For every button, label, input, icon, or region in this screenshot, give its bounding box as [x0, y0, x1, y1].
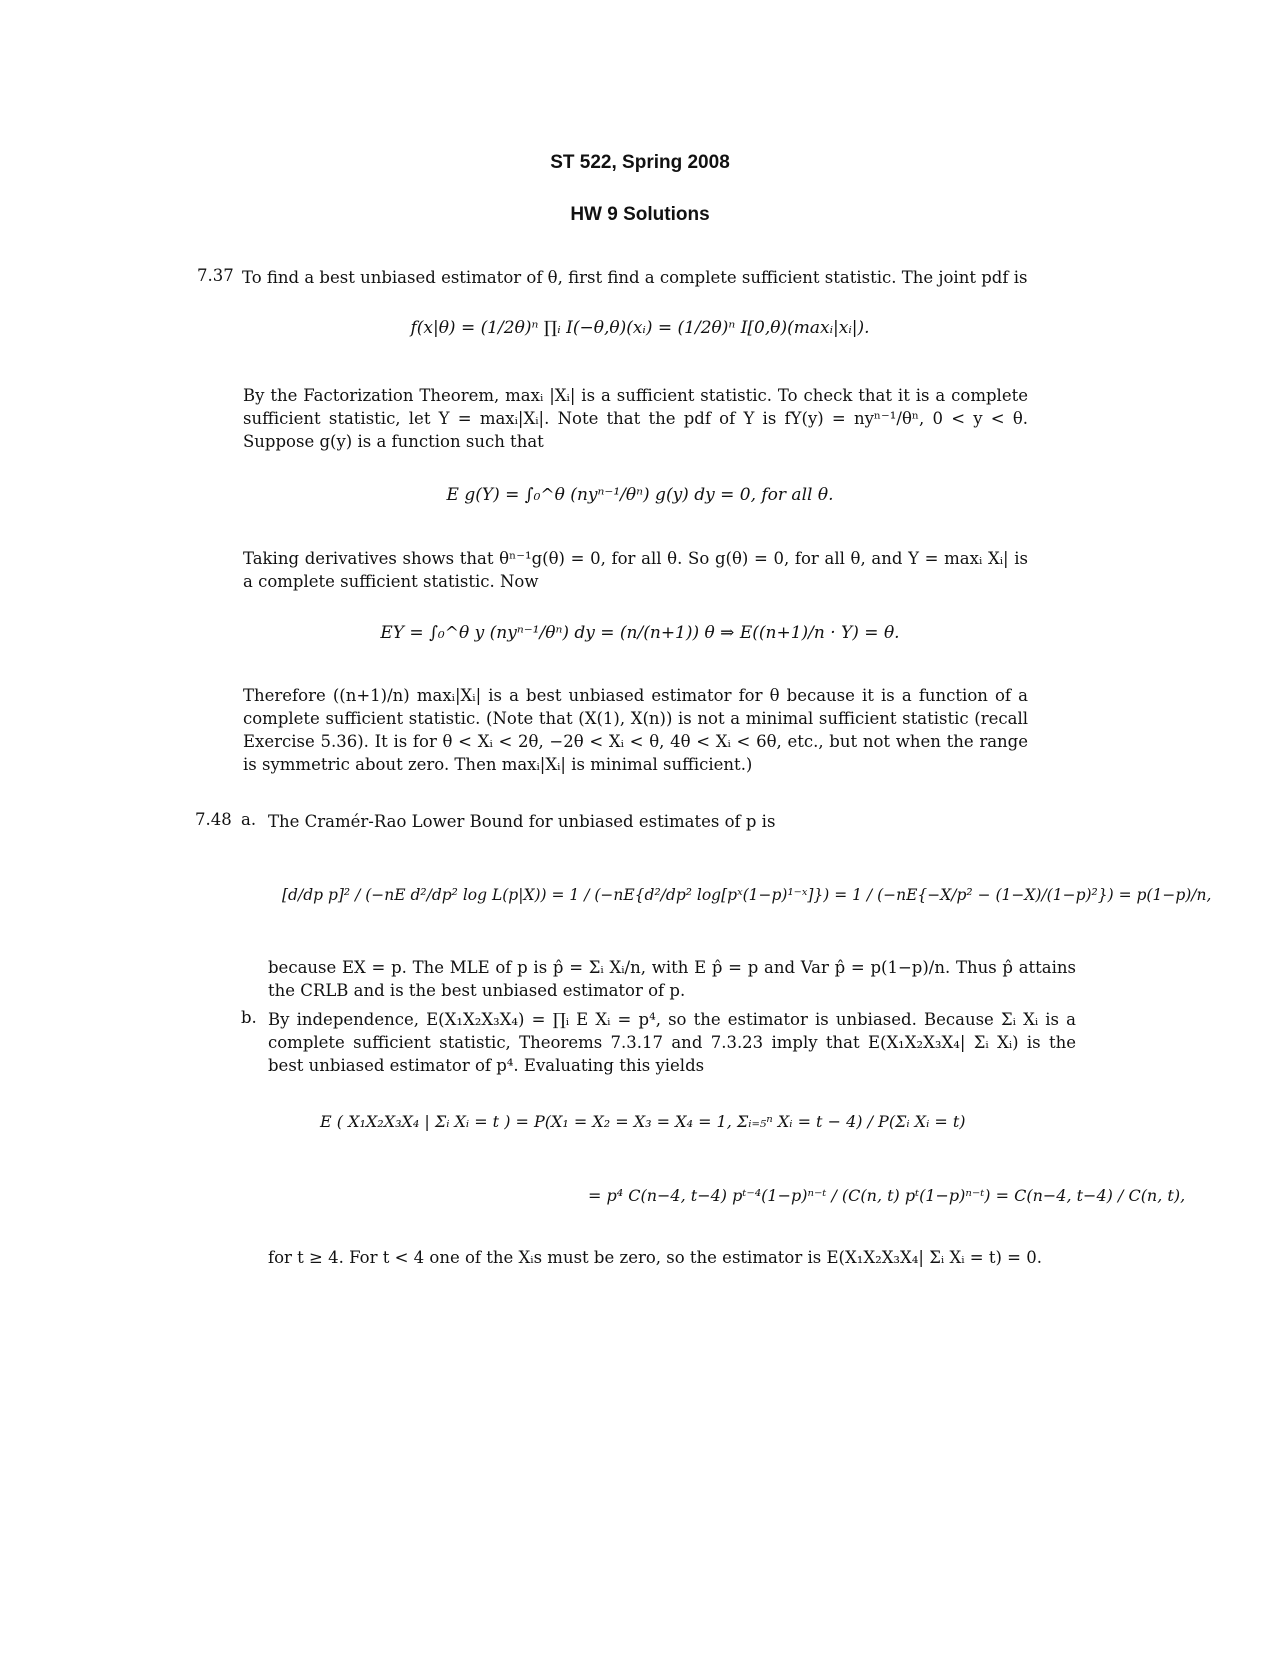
- problem-number-7-37: 7.37: [197, 266, 234, 285]
- course-title: ST 522, Spring 2008: [550, 152, 730, 173]
- equation-expected-y: EY = ∫₀^θ y (nyⁿ⁻¹/θⁿ) dy = (n/(n+1)) θ ⇒ E((n+1)/n · Y) = θ.: [380, 623, 900, 643]
- document-title: HW 9 Solutions: [570, 204, 710, 225]
- equation-crlb: [d/dp p]² / (−nE d²/dp² log L(p|X)) = 1 / (−nE{d²/dp² log[pˣ(1−p)¹⁻ˣ]}) = 1 / (−nE{−X/p² − (1−X)/(1−p)²}) = p(1−p)/n,: [282, 886, 1212, 904]
- part-a-label: a.: [241, 810, 257, 829]
- part-a-intro: The Cramér-Rao Lower Bound for unbiased estimates of p is: [268, 812, 776, 831]
- part-b-text: By independence, E(X₁X₂X₃X₄) = ∏ᵢ E Xᵢ = p⁴, so the estimator is unbiased. Because Σᵢ Xᵢ is a complete sufficient statistic, Theorems 7.3.17 and 7.3.23 imply that E(X₁X₂X₃X₄| Σᵢ Xᵢ) is the best unbiased estimator of p⁴. Evaluating this yields: [268, 1010, 1076, 1075]
- equation-joint-pdf: f(x|θ) = (1/2θ)ⁿ ∏ᵢ I(−θ,θ)(xᵢ) = (1/2θ)ⁿ I[0,θ)(maxᵢ|xᵢ|).: [410, 318, 870, 338]
- equation-conditional-expectation: E ( X₁X₂X₃X₄ | Σᵢ Xᵢ = t ) = P(X₁ = X₂ = X₃ = X₄ = 1, Σᵢ₌₅ⁿ Xᵢ = t − 4) / P(Σᵢ Xᵢ = t): [320, 1112, 966, 1131]
- problem-7-37-paragraph-2: Taking derivatives shows that θⁿ⁻¹g(θ) = 0, for all θ. So g(θ) = 0, for all θ, and Y = maxᵢ Xᵢ| is a complete sufficient statistic. Now: [243, 549, 1028, 591]
- problem-7-37-paragraph-1: By the Factorization Theorem, maxᵢ |Xᵢ| is a sufficient statistic. To check that it is a complete sufficient statistic, let Y = maxᵢ|Xᵢ|. Note that the pdf of Y is fY(y) = nyⁿ⁻¹/θⁿ, 0 < y < θ. Suppose g(y) is a function such that: [243, 386, 1028, 451]
- part-b-conclusion: for t ≥ 4. For t < 4 one of the Xᵢs must be zero, so the estimator is E(X₁X₂X₃X₄| Σᵢ Xᵢ = t) = 0.: [268, 1248, 1042, 1267]
- part-a-text: because EX = p. The MLE of p is p̂ = Σᵢ Xᵢ/n, with E p̂ = p and Var p̂ = p(1−p)/n. Thus p̂ attains the CRLB and is the best unbiased estimator of p.: [268, 958, 1076, 1000]
- problem-7-37-paragraph-3: Therefore ((n+1)/n) maxᵢ|Xᵢ| is a best unbiased estimator for θ because it is a function of a complete sufficient statistic. (Note that (X(1), X(n)) is not a minimal sufficient statistic (recall Exercise 5.36). It is for θ < Xᵢ < 2θ, −2θ < Xᵢ < θ, 4θ < Xᵢ < 6θ, etc., but not when the range is symmetric about zero. Then maxᵢ|Xᵢ| is minimal sufficient.): [243, 686, 1028, 774]
- part-b-label: b.: [241, 1008, 257, 1027]
- equation-expectation-g: E g(Y) = ∫₀^θ (nyⁿ⁻¹/θⁿ) g(y) dy = 0, for all θ.: [446, 485, 834, 505]
- problem-number-7-48: 7.48: [195, 810, 232, 829]
- equation-binomial-ratio: = p⁴ C(n−4, t−4) pᵗ⁻⁴(1−p)ⁿ⁻ᵗ / (C(n, t) pᵗ(1−p)ⁿ⁻ᵗ) = C(n−4, t−4) / C(n, t),: [588, 1186, 1186, 1205]
- problem-7-37-intro: To find a best unbiased estimator of θ, first find a complete sufficient statistic. The joint pdf is: [242, 268, 1028, 287]
